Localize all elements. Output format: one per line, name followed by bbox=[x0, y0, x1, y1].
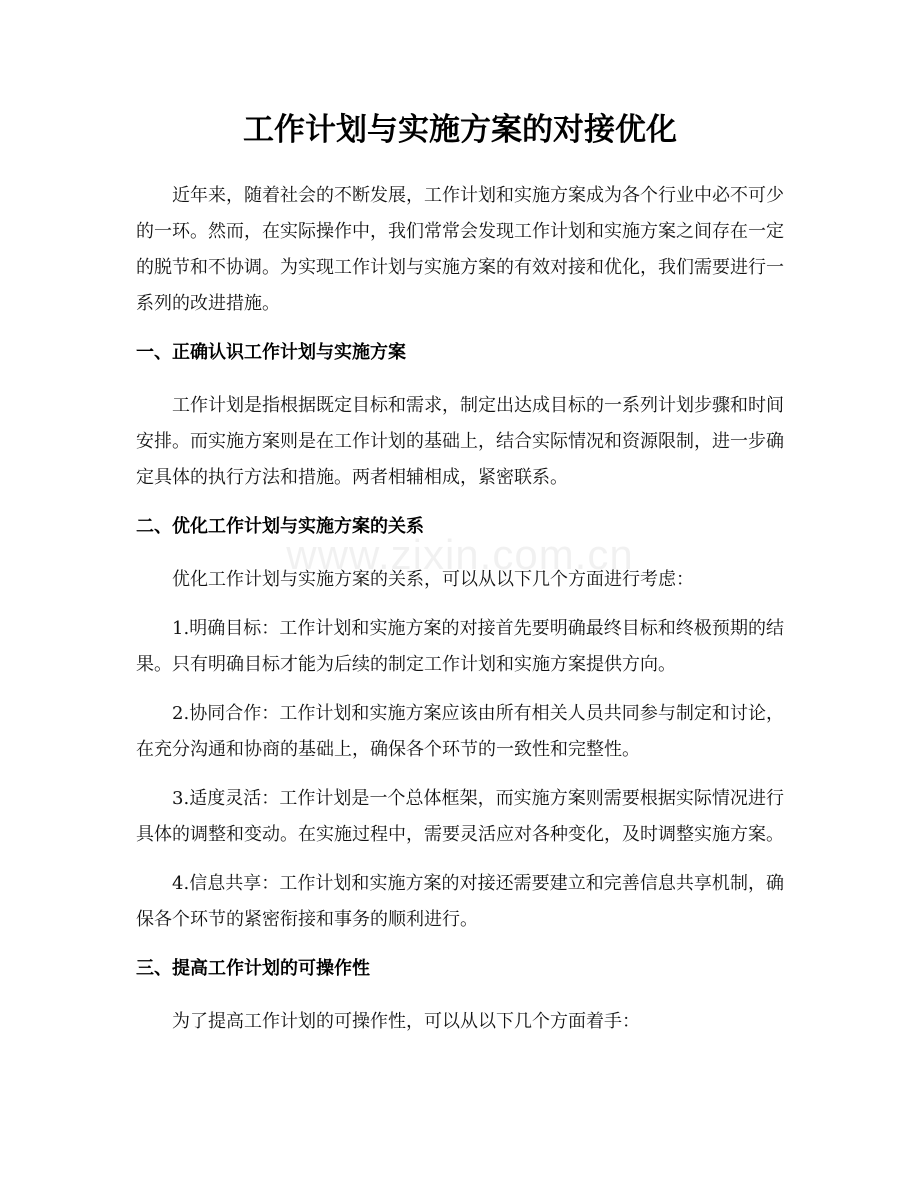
list-item-paragraph: 2.协同合作：工作计划和实施方案应该由所有相关人员共同参与制定和讨论，在充分沟通和协商的基础上，确保各个环节的一致性和完整性。 bbox=[136, 703, 784, 760]
paragraph: 为了提高工作计划的可操作性，可以从以下几个方面着手： bbox=[172, 1011, 640, 1032]
section-2 bbox=[136, 509, 784, 938]
intro-paragraph: 近年来，随着社会的不断发展，工作计划和实施方案成为各个行业中必不可少的一环。然而，在实际操作中，我们常常会发现工作计划和实施方案之间存在一定的脱节和不协调。为实现工作计划与实施方案的有效对接和优化，我们需要进行一系列的改进措施。 bbox=[136, 185, 784, 314]
section-heading: 一、正确认识工作计划与实施方案 bbox=[136, 342, 406, 363]
list-item-paragraph: 4.信息共享：工作计划和实施方案的对接还需要建立和完善信息共享机制，确保各个环节的紧密衔接和事务的顺利进行。 bbox=[136, 873, 784, 930]
section-1 bbox=[136, 335, 784, 496]
section-heading: 二、优化工作计划与实施方案的关系 bbox=[136, 516, 424, 537]
document-content bbox=[136, 108, 784, 1040]
list-item-paragraph: 3.适度灵活：工作计划是一个总体框架，而实施方案则需要根据实际情况进行具体的调整和变动。在实施过程中，需要灵活应对各种变化，及时调整实施方案。 bbox=[136, 788, 784, 845]
section-heading: 三、提高工作计划的可操作性 bbox=[136, 958, 370, 979]
page-title: 工作计划与实施方案的对接优化 bbox=[243, 112, 677, 148]
paragraph: 优化工作计划与实施方案的关系，可以从以下几个方面进行考虑： bbox=[172, 569, 694, 590]
list-item-paragraph: 1.明确目标：工作计划和实施方案的对接首先要明确最终目标和终极预期的结果。只有明确目标才能为后续的制定工作计划和实施方案提供方向。 bbox=[136, 618, 784, 675]
watermark-text: www.zixin.com.cn bbox=[286, 531, 634, 578]
section-3 bbox=[136, 951, 784, 1040]
paragraph: 工作计划是指根据既定目标和需求，制定出达成目标的一系列计划步骤和时间安排。而实施方案则是在工作计划的基础上，结合实际情况和资源限制，进一步确定具体的执行方法和措施。两者相辅相成，紧密联系。 bbox=[136, 395, 784, 488]
